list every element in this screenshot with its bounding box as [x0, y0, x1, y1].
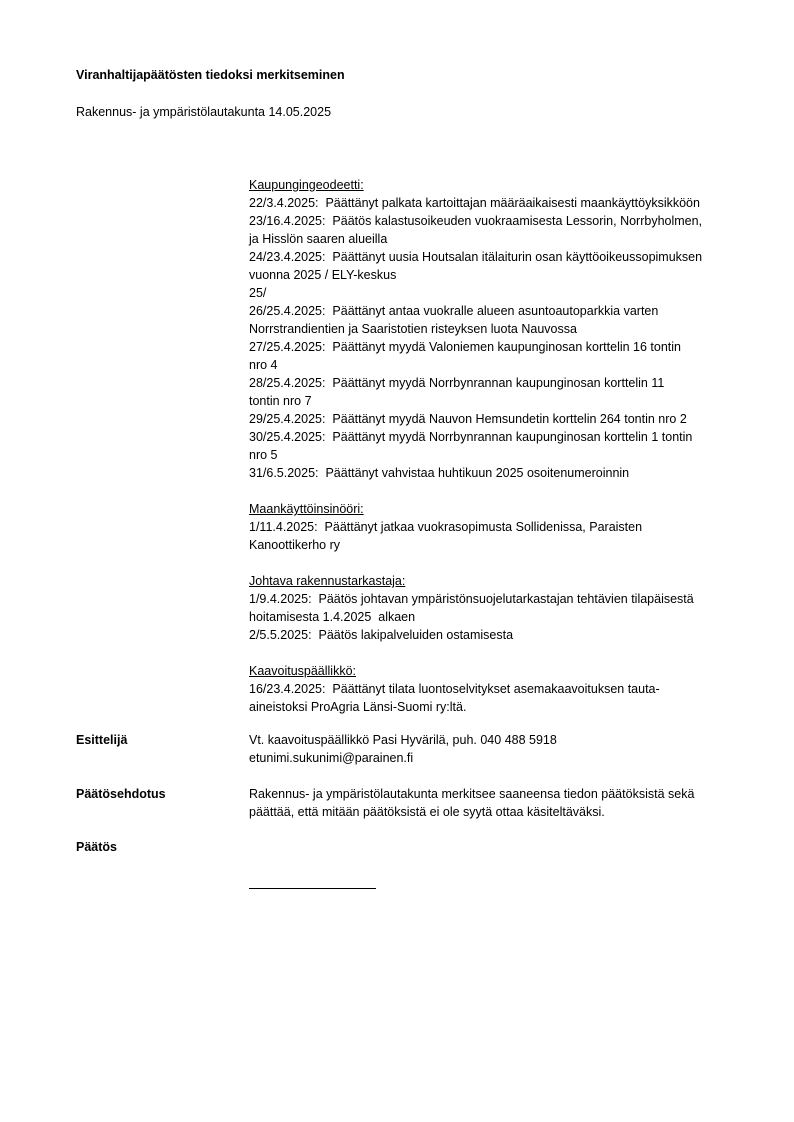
decision-line: tontin nro 7	[249, 394, 312, 408]
decision-line: vuonna 2025 / ELY-keskus	[249, 268, 397, 282]
presenter-name: Vt. kaavoituspäällikkö Pasi Hyvärilä, puh. 040 488 5918	[249, 733, 557, 747]
section-kaupungingeodeetti	[249, 176, 749, 482]
decision-line: Kanoottikerho ry	[249, 538, 341, 552]
decision-line: 29/25.4.2025: Päättänyt myydä Nauvon Hemsundetin korttelin 264 tontin nro 2	[249, 412, 687, 426]
section-heading: Johtava rakennustarkastaja:	[249, 574, 406, 588]
proposal-text-line: Rakennus- ja ympäristölautakunta merkitsee saaneensa tiedon päätöksistä sekä	[249, 787, 695, 801]
decision-line: nro 4	[249, 358, 278, 372]
decision-line: 22/3.4.2025: Päättänyt palkata kartoittajan määräaikaisesti maankäyttöyksikköön	[249, 196, 700, 210]
presenter-value	[249, 731, 749, 767]
decision-line: ja Hisslön saaren alueilla	[249, 232, 388, 246]
decision-line: 1/9.4.2025: Päätös johtavan ympäristönsuojelutarkastajan tehtävien tilapäisestä	[249, 592, 694, 606]
decision-line: 1/11.4.2025: Päättänyt jatkaa vuokrasopimusta Sollidenissa, Paraisten	[249, 520, 643, 534]
meeting-title: Rakennus- ja ympäristölautakunta 14.05.2025	[76, 105, 332, 119]
decision-line: 23/16.4.2025: Päätös kalastusoikeuden vuokraamisesta Lessorin, Norrbyholmen,	[249, 214, 703, 228]
decision-line: 25/	[249, 286, 267, 300]
section-heading: Maankäyttöinsinööri:	[249, 502, 364, 516]
section-kaavoituspaallikko	[249, 662, 749, 716]
decision-label: Päätös	[76, 840, 117, 854]
decision-line: 24/23.4.2025: Päättänyt uusia Houtsalan itälaiturin osan käyttöoikeussopimuksen	[249, 250, 703, 264]
proposal-text-line: päättää, että mitään päätöksistä ei ole syytä ottaa käsiteltäväksi.	[249, 805, 605, 819]
decision-line: 26/25.4.2025: Päättänyt antaa vuokralle alueen asuntoautoparkkia varten	[249, 304, 659, 318]
section-heading: Kaavoituspäällikkö:	[249, 664, 357, 678]
proposal-label: Päätösehdotus	[76, 787, 166, 801]
decision-line: 2/5.5.2025: Päätös lakipalveluiden ostamisesta	[249, 628, 514, 642]
proposal-value	[249, 785, 749, 821]
section-johtava-rakennustarkastaja	[249, 572, 749, 644]
presenter-email: etunimi.sukunimi@parainen.fi	[249, 751, 414, 765]
decision-line: 28/25.4.2025: Päättänyt myydä Norrbynrannan kaupunginosan korttelin 11	[249, 376, 665, 390]
section-heading: Kaupungingeodeetti:	[249, 178, 364, 192]
decision-line: aineistoksi ProAgria Länsi-Suomi ry:ltä.	[249, 700, 467, 714]
presenter-label: Esittelijä	[76, 733, 128, 747]
decision-line: 27/25.4.2025: Päättänyt myydä Valoniemen kaupunginosan korttelin 16 tontin	[249, 340, 682, 354]
decision-line: hoitamisesta 1.4.2025 alkaen	[249, 610, 416, 624]
decision-line: 30/25.4.2025: Päättänyt myydä Norrbynrannan kaupunginosan korttelin 1 tontin	[249, 430, 693, 444]
section-maankayttoinsinoori	[249, 500, 749, 554]
decision-line: 31/6.5.2025: Päättänyt vahvistaa huhtikuun 2025 osoitenumeroinnin	[249, 466, 630, 480]
decision-line: Norrstrandientien ja Saaristotien risteyksen luota Nauvossa	[249, 322, 577, 336]
document-title: Viranhaltijapäätösten tiedoksi merkitseminen	[76, 68, 345, 82]
signature-line	[249, 888, 376, 889]
decision-line: 16/23.4.2025: Päättänyt tilata luontoselvitykset asemakaavoituksen tauta-	[249, 682, 660, 696]
decision-line: nro 5	[249, 448, 278, 462]
decisions-list	[249, 176, 749, 734]
